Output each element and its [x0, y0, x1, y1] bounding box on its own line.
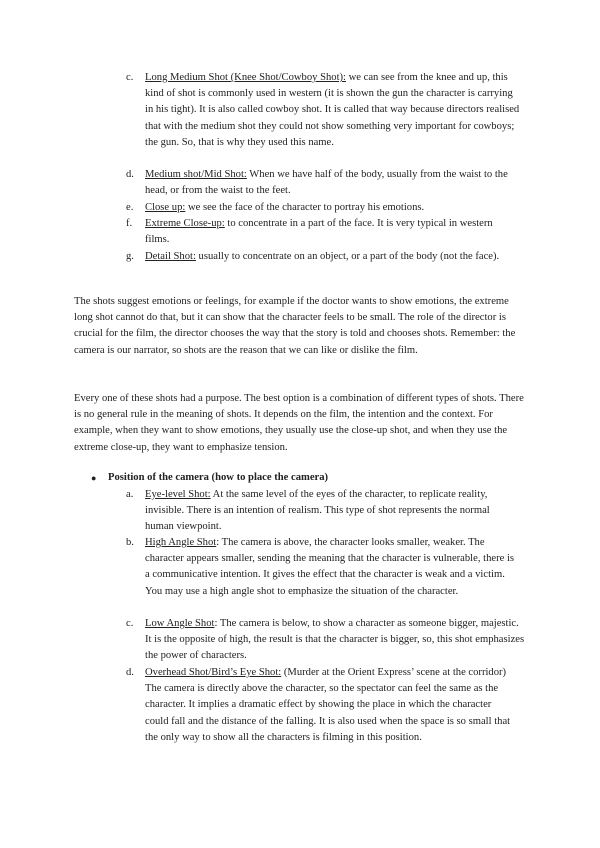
shot-description: we see the face of the character to portray his emotions. — [185, 202, 425, 213]
shot-term: Long Medium Shot (Knee Shot/Cowboy Shot): — [145, 72, 346, 83]
list-item-text — [145, 487, 515, 536]
bullet-icon: ● — [91, 473, 97, 483]
shot-term: Close up: — [145, 202, 186, 213]
list-marker: b. — [126, 537, 134, 548]
shot-description: usually to concentrate on an object, or a part of the body (not the face). — [195, 251, 500, 262]
list-marker: c. — [126, 72, 134, 83]
list-item-text — [145, 249, 523, 265]
shot-term: Low Angle Shot — [145, 618, 215, 629]
shot-description: When we have half of the body, usually from the waist to the head, or from the waist to the feet. — [145, 169, 508, 197]
shot-description: we can see from the knee and up, this kind of shot is commonly used in western (it is shown the gun the character is carrying in his tight). It is also called cowboy shot. It is called that way because directors realised that with the medium shot they could not show something very important for cowboys; the gun. So, that is why they used this name. — [145, 72, 520, 148]
list-marker: f. — [126, 218, 133, 229]
list-marker: g. — [126, 251, 134, 262]
list-item-text — [145, 167, 523, 199]
list-marker: c. — [126, 618, 134, 629]
body-paragraph: Every one of these shots had a purpose. The best option is a combination of different types of shots. There is no general rule in the meaning of shots. It depends on the film, the intention and the context. For example, when they want to show emotions, they usually use the close-up shot, and when they use the extreme close-up, they want to emphasize tension. — [74, 393, 524, 453]
shot-term: Eye-level Shot: — [145, 489, 211, 500]
shot-description: At the same level of the eyes of the character, to replicate reality, invisible. There is an intention of realism. This type of shot represents the normal human viewpoint. — [145, 489, 490, 533]
list-item-text — [145, 70, 523, 151]
list-item-text — [145, 200, 523, 216]
list-marker: a. — [126, 489, 134, 500]
body-paragraph: The shots suggest emotions or feelings, for example if the doctor wants to show emotions, the extreme long shot cannot do that, but it can show that the character feels to be small. The role of the director is crucial for the film, the director chooses the way that the story is told and chooses shots. Remember: the camera is our narrator, so shots are the reason that we can like or dislike the film. — [74, 296, 516, 356]
shot-term: Detail Shot: — [145, 251, 196, 262]
shot-description: : The camera is below, to show a character as someone bigger, majestic. It is the opposite of high, the result is that the character is bigger, so, this shot emphasizes the power of characters. — [145, 618, 525, 662]
list-item-text — [145, 216, 515, 248]
shot-description: to concentrate in a part of the face. It is very typical in western films. — [145, 218, 493, 246]
shot-term: High Angle Shot — [145, 537, 217, 548]
list-marker: e. — [126, 202, 134, 213]
section-heading-text: Position of the camera (how to place the camera) — [108, 472, 329, 483]
list-item-text — [145, 665, 515, 746]
list-marker: d. — [126, 169, 134, 180]
shot-term: Extreme Close-up: — [145, 218, 225, 229]
list-item-text — [145, 616, 525, 665]
shot-term: Medium shot/Mid Shot: — [145, 169, 247, 180]
shot-term: Overhead Shot/Bird’s Eye Shot: — [145, 667, 282, 678]
list-item-text — [145, 535, 515, 600]
shot-description: : The camera is above, the character looks smaller, weaker. The character appears smaller, sending the meaning that the character is vulnerable, there is a communicative intention. It gives the effect that the character is weak and a victim. You may use a high angle shot to emphasize the situation of the character. — [145, 537, 515, 597]
list-marker: d. — [126, 667, 134, 678]
shot-description: (Murder at the Orient Express’ scene at the corridor) The camera is directly above the character, so the spectator can feel the same as the character. It implies a dramatic effect by showing the place in which the character could fall and the distance of the falling. It is also used when the space is so small that the only way to show all the characters is filming in this position. — [145, 667, 511, 743]
